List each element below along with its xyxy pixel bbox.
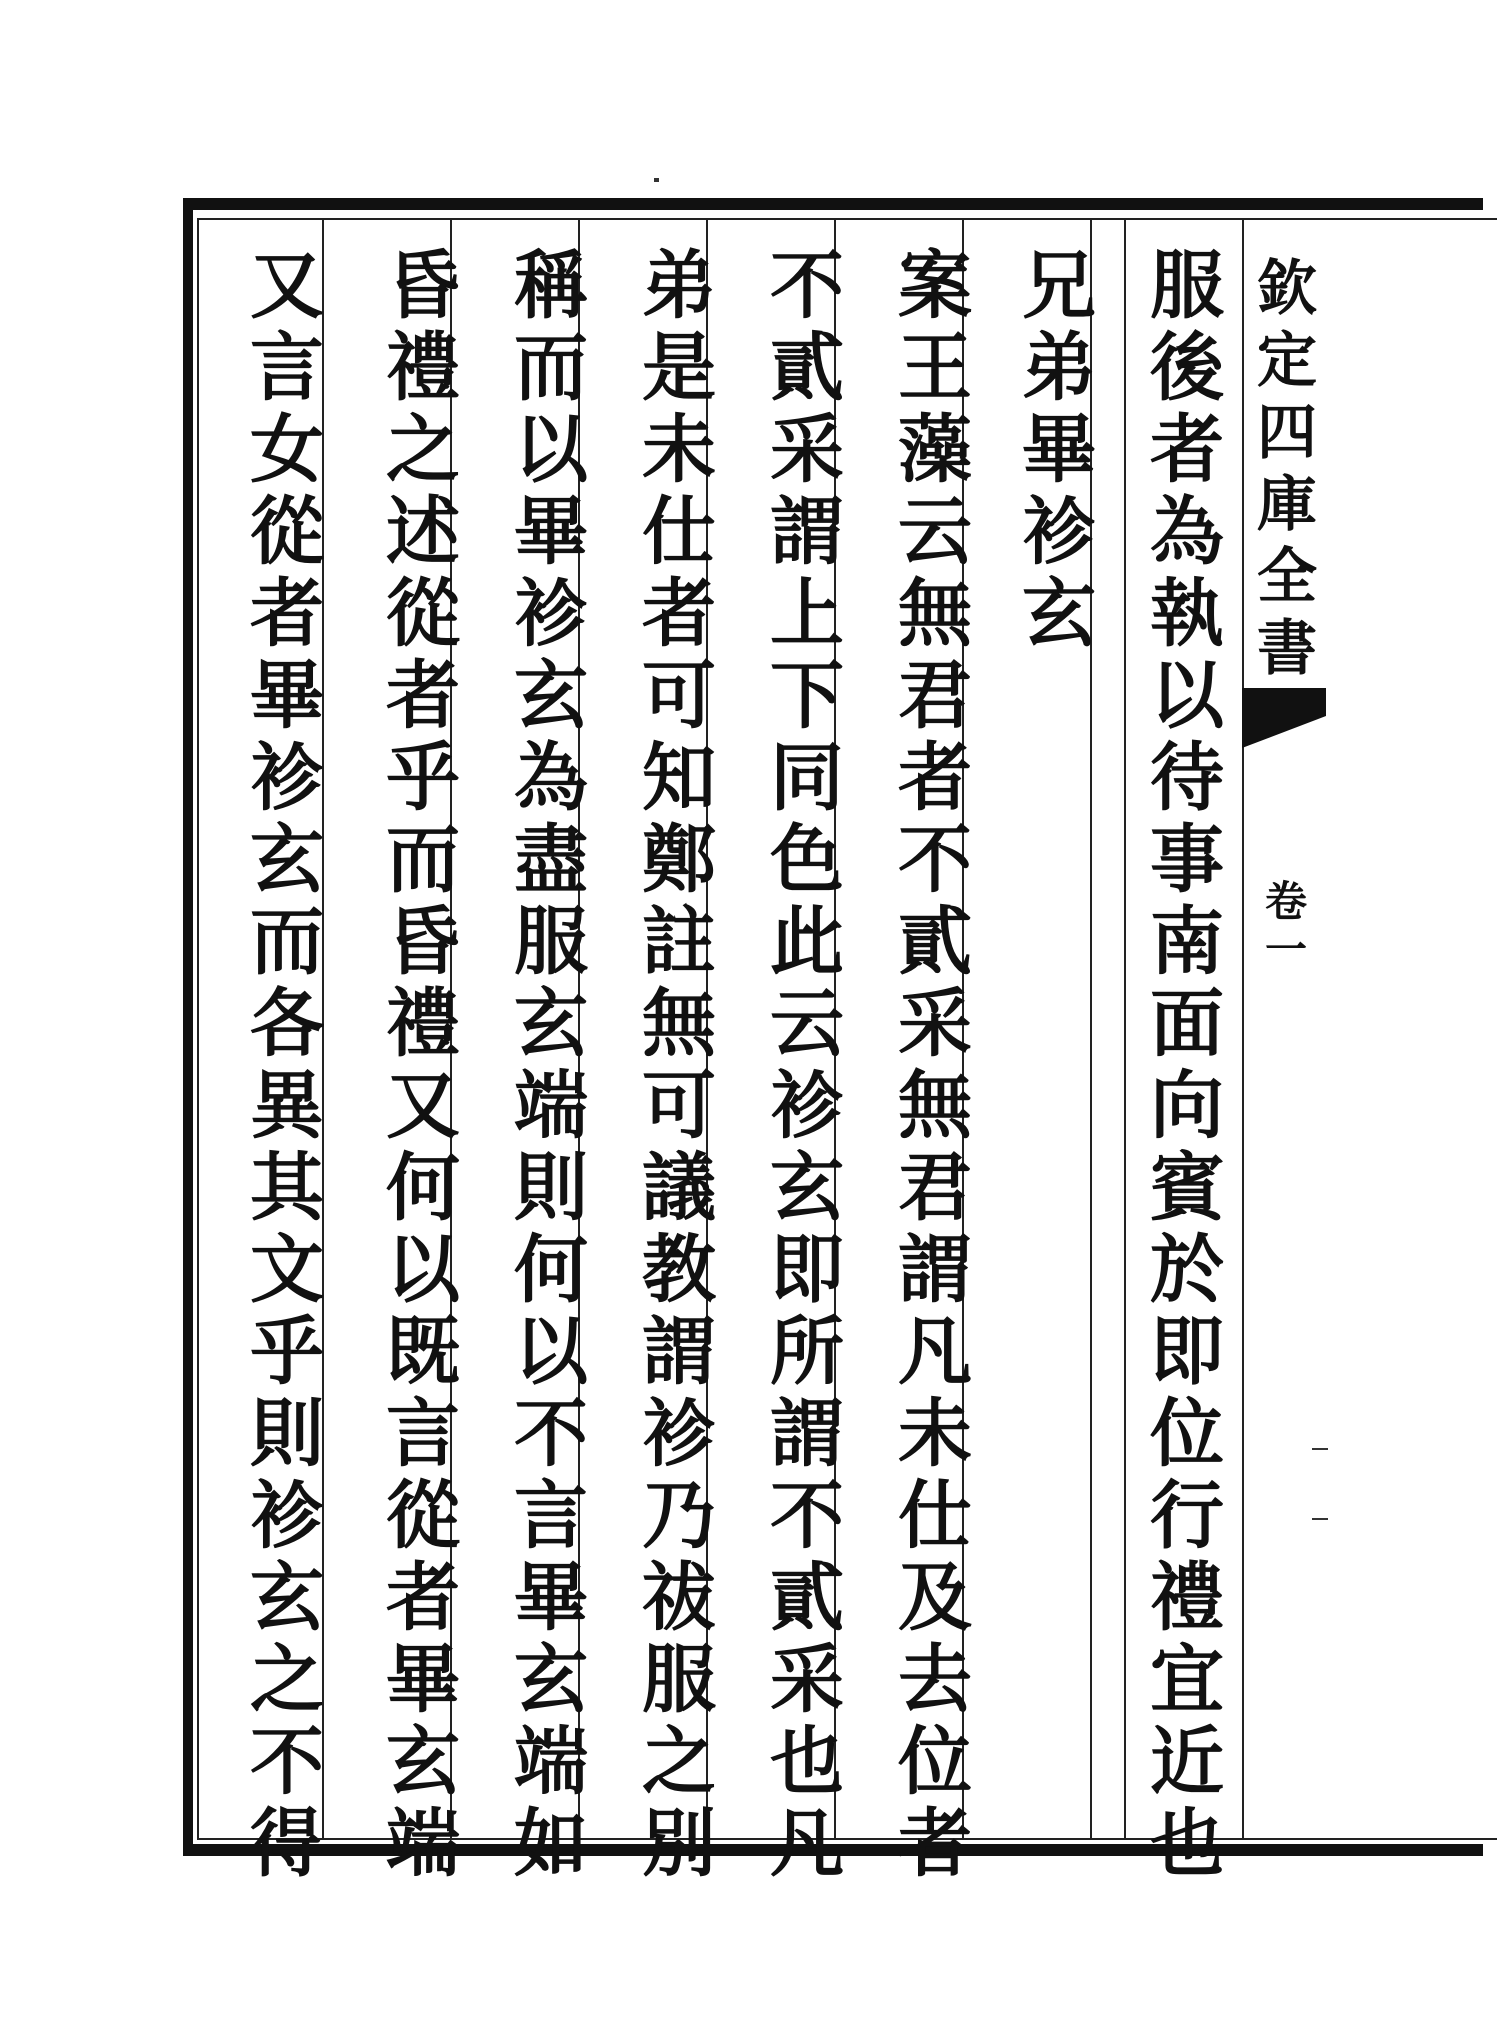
text-character: 玄 (514, 1637, 588, 1723)
text-character: 玄 (514, 653, 588, 739)
text-character: 禮 (1150, 1555, 1224, 1641)
text-character: 袗 (250, 1473, 324, 1559)
text-character: 以 (1150, 653, 1224, 739)
text-character: 玄 (386, 1719, 460, 1805)
text-character: 其 (250, 1145, 324, 1231)
text-character: 待 (1150, 735, 1224, 821)
text-character: 禮 (386, 981, 460, 1067)
text-character: 凡 (770, 1801, 844, 1887)
text-character: 畢 (514, 489, 588, 575)
text-character: 不 (770, 243, 844, 329)
text-character: 玄 (1022, 571, 1096, 657)
text-character: 以 (386, 1227, 460, 1313)
text-character: 貳 (770, 1555, 844, 1641)
text-character: 畢 (250, 653, 324, 739)
text-character: 者 (386, 1555, 460, 1641)
text-character: 云 (898, 489, 972, 575)
text-character: 言 (514, 1473, 588, 1559)
text-character: 述 (386, 489, 460, 575)
text-column-3 (880, 243, 990, 1887)
text-character: 教 (642, 1227, 716, 1313)
text-character: 貳 (898, 899, 972, 985)
banxin-title-character: 定 (1257, 326, 1317, 396)
text-character: 凡 (898, 1309, 972, 1395)
banxin-title (1252, 253, 1322, 685)
text-character: 及 (898, 1555, 972, 1641)
text-character: 即 (770, 1227, 844, 1313)
text-character: 者 (898, 1801, 972, 1887)
text-character: 從 (250, 489, 324, 575)
text-character: 則 (250, 1391, 324, 1477)
text-character: 下 (770, 653, 844, 739)
text-character: 袗 (514, 571, 588, 657)
text-character: 也 (1150, 1801, 1224, 1887)
text-character: 又 (250, 243, 324, 329)
text-character: 君 (898, 1145, 972, 1231)
text-character: 無 (898, 571, 972, 657)
text-character: 即 (1150, 1309, 1224, 1395)
text-character: 此 (770, 899, 844, 985)
text-character: 貳 (770, 325, 844, 411)
text-character: 而 (250, 899, 324, 985)
text-character: 乎 (250, 1309, 324, 1395)
text-character: 以 (514, 1309, 588, 1395)
text-character: 上 (770, 571, 844, 657)
text-character: 所 (770, 1309, 844, 1395)
text-character: 玄 (250, 817, 324, 903)
text-character: 色 (770, 817, 844, 903)
text-character: 從 (386, 1473, 460, 1559)
text-character: 弟 (642, 243, 716, 329)
text-character: 執 (1150, 571, 1224, 657)
text-column-1 (1132, 243, 1242, 1887)
text-character: 異 (250, 1063, 324, 1149)
banxin-center-fold (1242, 218, 1468, 1840)
text-character: 後 (1150, 325, 1224, 411)
text-character: 乃 (642, 1473, 716, 1559)
text-character: 得 (250, 1801, 324, 1887)
text-column-8 (232, 243, 342, 1887)
ink-speck (654, 178, 659, 182)
text-character: 文 (250, 1227, 324, 1313)
banxin-title-character: 庫 (1257, 470, 1317, 540)
text-character: 畢 (514, 1555, 588, 1641)
text-character: 服 (514, 899, 588, 985)
banxin-title-character: 全 (1257, 542, 1317, 612)
text-character: 註 (642, 899, 716, 985)
text-character: 王 (898, 325, 972, 411)
text-character: 端 (386, 1801, 460, 1887)
banxin-tick (1312, 1518, 1328, 1520)
text-character: 者 (642, 571, 716, 657)
text-character: 謂 (770, 489, 844, 575)
text-character: 不 (770, 1473, 844, 1559)
text-character: 可 (642, 1063, 716, 1149)
text-character: 玄 (514, 981, 588, 1067)
text-character: 仕 (642, 489, 716, 575)
text-character: 弟 (1022, 325, 1096, 411)
text-character: 女 (250, 407, 324, 493)
text-character: 言 (386, 1391, 460, 1477)
text-character: 無 (642, 981, 716, 1067)
banxin-title-character: 欽 (1257, 254, 1317, 324)
text-character: 近 (1150, 1719, 1224, 1805)
text-character: 事 (1150, 817, 1224, 903)
text-character: 位 (1150, 1391, 1224, 1477)
text-character: 面 (1150, 981, 1224, 1067)
text-character: 為 (514, 735, 588, 821)
juan-label-character: 一 (1264, 925, 1307, 974)
text-character: 服 (1150, 243, 1224, 329)
text-character: 者 (386, 653, 460, 739)
text-character: 向 (1150, 1063, 1224, 1149)
text-column-6 (496, 243, 606, 1887)
text-character: 采 (770, 1637, 844, 1723)
text-character: 也 (770, 1719, 844, 1805)
text-character: 不 (250, 1719, 324, 1805)
text-character: 袗 (1022, 489, 1096, 575)
text-character: 位 (898, 1719, 972, 1805)
text-character: 可 (642, 653, 716, 739)
text-character: 采 (770, 407, 844, 493)
text-character: 南 (1150, 899, 1224, 985)
text-character: 之 (386, 407, 460, 493)
text-character: 謂 (770, 1391, 844, 1477)
text-character: 服 (642, 1637, 716, 1723)
text-character: 兄 (1022, 243, 1096, 329)
text-character: 藻 (898, 407, 972, 493)
text-character: 端 (514, 1063, 588, 1149)
text-character: 君 (898, 653, 972, 739)
text-character: 以 (514, 407, 588, 493)
text-character: 袗 (770, 1063, 844, 1149)
column-rule (1124, 218, 1126, 1840)
fish-tail-mark (1242, 688, 1326, 748)
text-column-4 (752, 243, 862, 1887)
text-character: 畢 (1022, 407, 1096, 493)
banxin-title-character: 四 (1257, 398, 1317, 468)
text-character: 者 (250, 571, 324, 657)
text-character: 別 (642, 1801, 716, 1887)
text-character: 謂 (898, 1227, 972, 1313)
text-character: 畢 (386, 1637, 460, 1723)
text-character: 禮 (386, 325, 460, 411)
text-character: 玄 (250, 1555, 324, 1641)
text-character: 議 (642, 1145, 716, 1231)
text-character: 袗 (642, 1391, 716, 1477)
text-column-5 (624, 243, 734, 1887)
text-character: 各 (250, 981, 324, 1067)
text-character: 未 (898, 1391, 972, 1477)
text-character: 則 (514, 1145, 588, 1231)
banxin-tick (1312, 1448, 1328, 1450)
text-character: 何 (386, 1145, 460, 1231)
text-character: 而 (386, 817, 460, 903)
text-character: 是 (642, 325, 716, 411)
text-character: 盡 (514, 817, 588, 903)
text-character: 行 (1150, 1473, 1224, 1559)
text-character: 宜 (1150, 1637, 1224, 1723)
text-character: 同 (770, 735, 844, 821)
text-character: 未 (642, 407, 716, 493)
text-character: 謂 (642, 1309, 716, 1395)
text-character: 祓 (642, 1555, 716, 1641)
text-character: 何 (514, 1227, 588, 1313)
text-column-2 (1004, 245, 1114, 1825)
text-character: 去 (898, 1637, 972, 1723)
text-character: 賓 (1150, 1145, 1224, 1231)
text-character: 玄 (770, 1145, 844, 1231)
text-character: 之 (250, 1637, 324, 1723)
text-character: 案 (898, 243, 972, 329)
text-character: 又 (386, 1063, 460, 1149)
text-character: 采 (898, 981, 972, 1067)
text-character: 者 (898, 735, 972, 821)
text-character: 之 (642, 1719, 716, 1805)
text-character: 端 (514, 1719, 588, 1805)
text-character: 言 (250, 325, 324, 411)
text-character: 者 (1150, 407, 1224, 493)
text-character: 云 (770, 981, 844, 1067)
text-character: 而 (514, 325, 588, 411)
text-character: 不 (898, 817, 972, 903)
text-character: 乎 (386, 735, 460, 821)
text-character: 如 (514, 1801, 588, 1887)
banxin-title-character: 書 (1257, 614, 1317, 684)
text-character: 無 (898, 1063, 972, 1149)
text-character: 鄭 (642, 817, 716, 903)
text-character: 袗 (250, 735, 324, 821)
text-character: 於 (1150, 1227, 1224, 1313)
text-character: 為 (1150, 489, 1224, 575)
text-character: 既 (386, 1309, 460, 1395)
text-column-7 (368, 243, 478, 1887)
text-character: 昏 (386, 243, 460, 329)
text-character: 稱 (514, 243, 588, 329)
text-character: 昏 (386, 899, 460, 985)
text-character: 知 (642, 735, 716, 821)
text-character: 從 (386, 571, 460, 657)
juan-label-character: 卷 (1264, 877, 1307, 926)
juan-label (1256, 878, 1316, 974)
text-character: 仕 (898, 1473, 972, 1559)
text-character: 不 (514, 1391, 588, 1477)
